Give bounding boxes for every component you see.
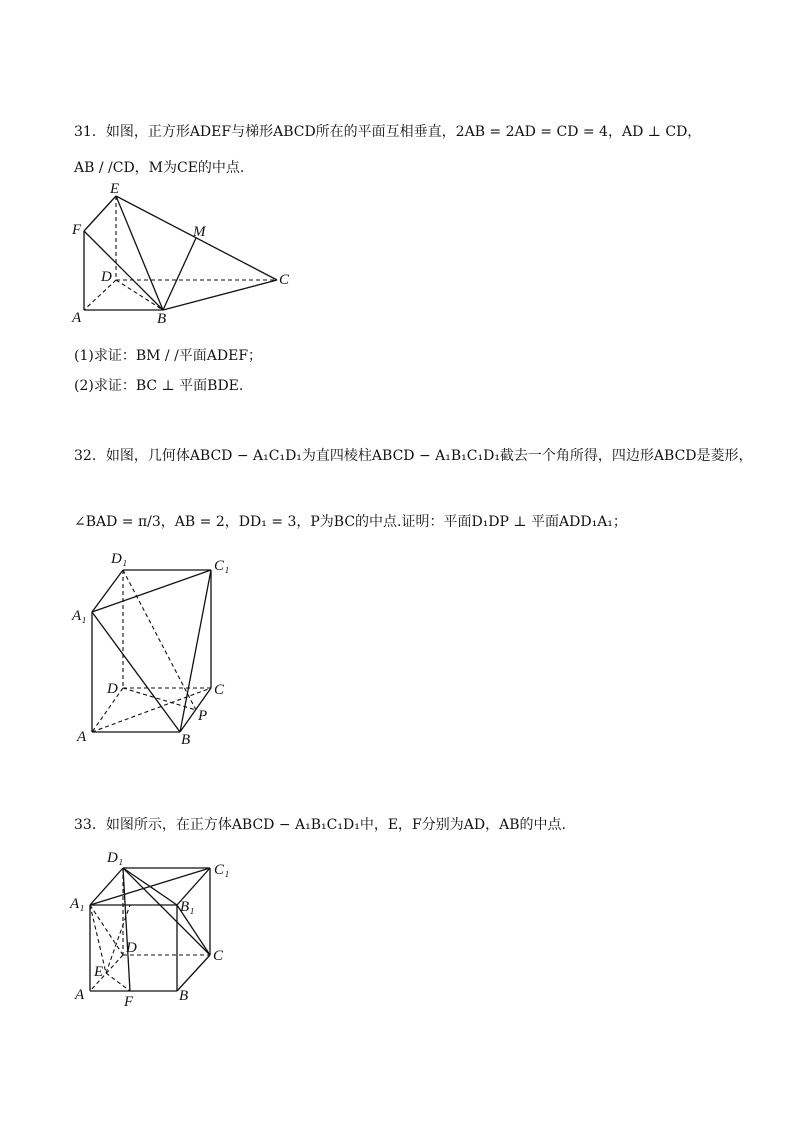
- label-F: F: [72, 222, 82, 238]
- label-E: E: [110, 181, 120, 197]
- label-B: B: [179, 988, 189, 1004]
- label-D: D: [101, 269, 112, 285]
- label-A: A: [75, 987, 85, 1003]
- q31-part1: (1)求证：BM / /平面ADEF；: [74, 348, 263, 364]
- label-D1: D₁: [111, 551, 128, 567]
- label-D: D: [126, 940, 137, 956]
- label-A: A: [77, 729, 87, 745]
- label-M: M: [193, 224, 206, 240]
- label-F: F: [124, 994, 134, 1010]
- q32-line1: 32．如图，几何体ABCD − A₁C₁D₁为直四棱柱ABCD − A₁B₁C₁D₁截去一个角所得，四边形ABCD是菱形，: [74, 448, 753, 464]
- q32-line2: ∠BAD = π/3，AB = 2，DD₁ = 3，P为BC的中点.证明：平面D₁DP ⊥ 平面ADD₁A₁；: [74, 514, 627, 530]
- label-C: C: [214, 682, 225, 698]
- label-B: B: [157, 311, 167, 327]
- label-A1: A₁: [70, 896, 85, 912]
- label-B1: B₁: [180, 899, 195, 915]
- label-C: C: [279, 272, 290, 288]
- label-D1: D₁: [107, 850, 124, 866]
- label-P: P: [198, 708, 208, 724]
- label-C1: C₁: [214, 862, 230, 878]
- label-E: E: [94, 964, 104, 980]
- q31-line2: AB / /CD，M为CE的中点.: [74, 160, 245, 176]
- label-B: B: [181, 732, 191, 748]
- label-D: D: [107, 681, 118, 697]
- label-C1: C₁: [214, 558, 230, 574]
- q31-line1: 31．如图，正方形ADEF与梯形ABCD所在的平面互相垂直，2AB = 2AD = CD = 4，AD ⊥ CD，: [74, 124, 702, 140]
- label-A1: A₁: [72, 608, 87, 624]
- label-A: A: [72, 310, 82, 326]
- label-C: C: [213, 948, 224, 964]
- q33-line1: 33．如图所示，在正方体ABCD − A₁B₁C₁D₁中，E，F分别为AD，AB的中点.: [74, 817, 566, 833]
- q31-part2: (2)求证：BC ⊥ 平面BDE.: [74, 378, 244, 394]
